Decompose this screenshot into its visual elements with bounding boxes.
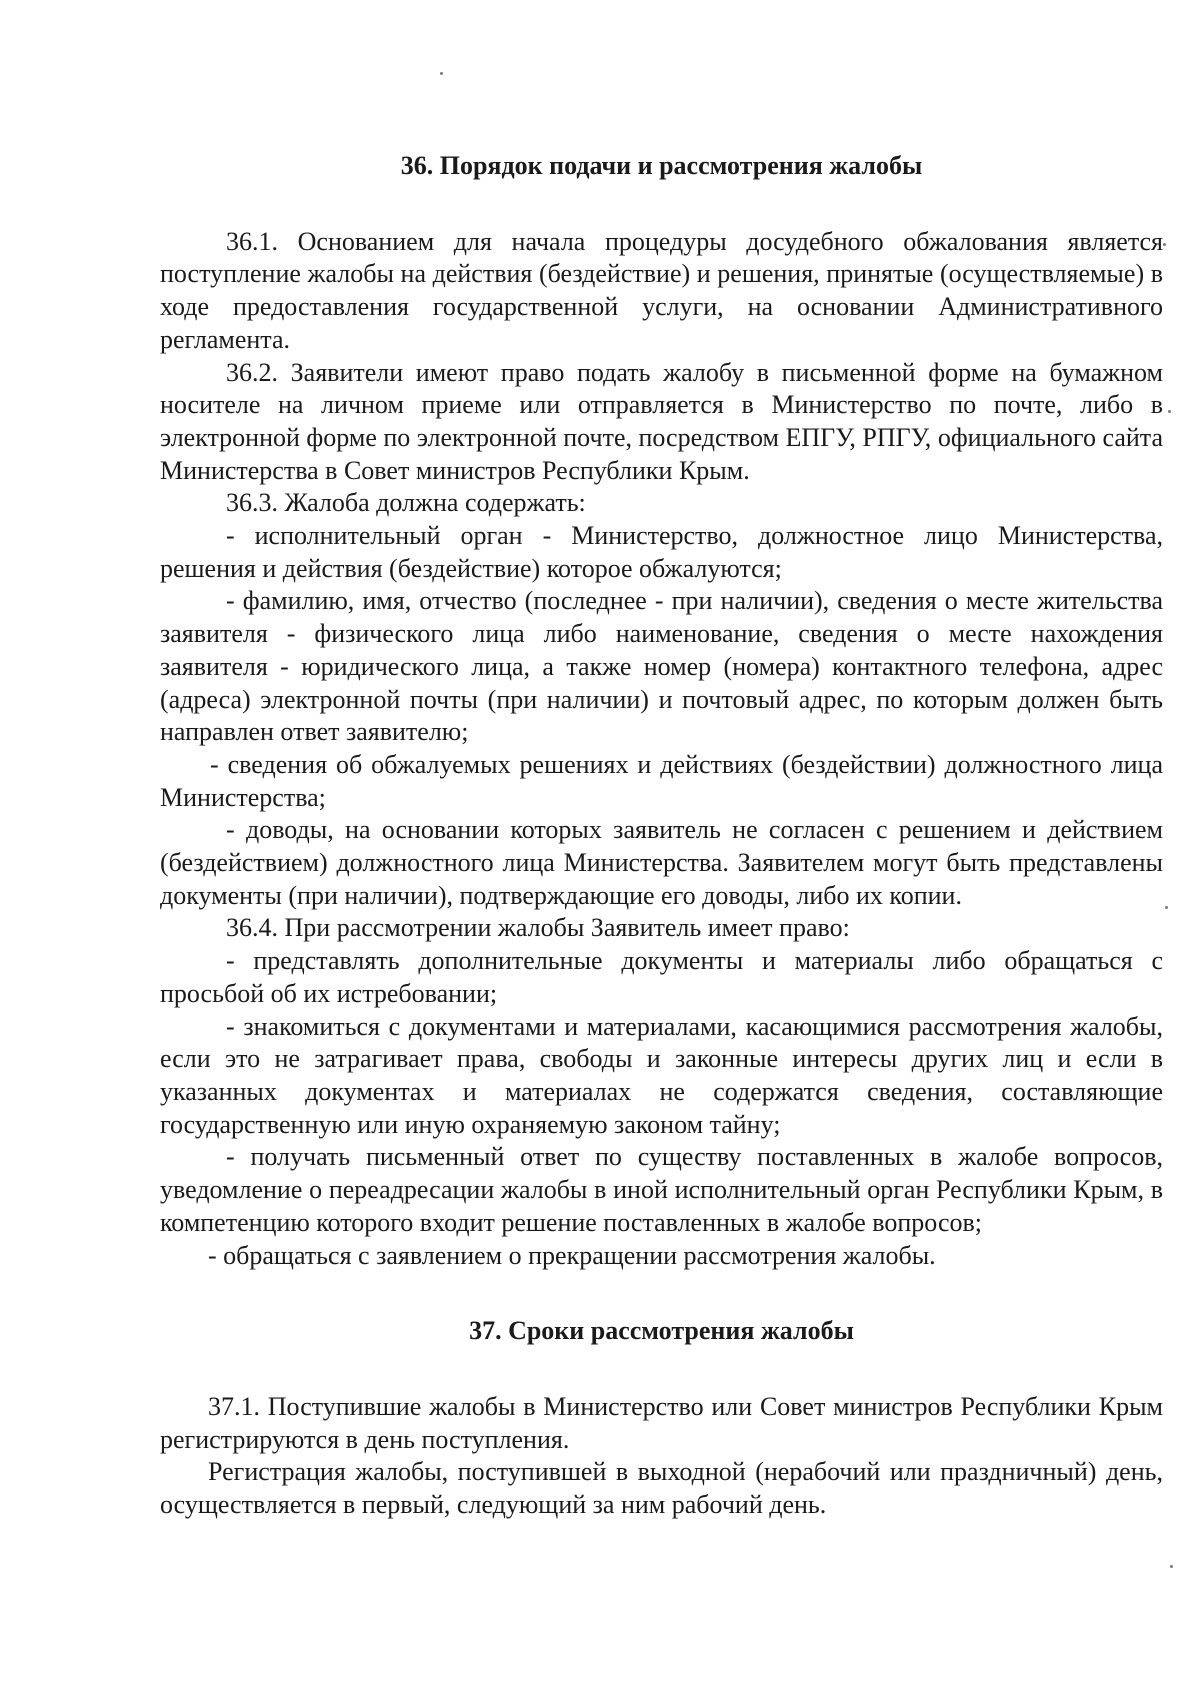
- section-36-heading: 36. Порядок подачи и рассмотрения жалобы: [400, 151, 923, 180]
- list-item-executive-body: - исполнительный орган - Министерство, должностное лицо Министерства, решения и действия (бездействие) которое обжалуются;: [160, 521, 1163, 583]
- scan-speck: [1170, 1565, 1173, 1568]
- scan-speck: [1165, 906, 1168, 909]
- scan-speck: [440, 72, 443, 75]
- list-item-appealed-decisions: - сведения об обжалуемых решениях и действиях (бездействии) должностного лица Министерства;: [160, 749, 1163, 812]
- paragraph-36-3: 36.3. Жалоба должна содержать:: [226, 488, 586, 518]
- paragraph-registration: Регистрация жалобы, поступившей в выходной (нерабочий или праздничный) день, осуществляется в первый, следующий за ним рабочий день.: [160, 1457, 1163, 1520]
- paragraph-36-4: 36.4. При рассмотрении жалобы Заявитель имеет право:: [226, 913, 850, 943]
- list-item-arguments: - доводы, на основании которых заявитель не согласен с решением и действием (бездействием) должностного лица Министерства. Заявителем могут быть представлены документы (при наличии), подтверждающие его доводы, либо их копии.: [160, 815, 1163, 910]
- paragraph-36-2: 36.2. Заявители имеют право подать жалобу в письменной форме на бумажном носителе на личном приеме или отправляется в Министерство по почте, либо в электронной форме по электронной почте, посредством ЕПГУ, РПГУ, официального сайта Министерства в Совет министров Республики Крым.: [160, 357, 1163, 485]
- list-item-submit-documents: - представлять дополнительные документы и материалы либо обращаться с просьбой об их истребовании;: [160, 946, 1163, 1008]
- list-item-written-response: - получать письменный ответ по существу поставленных в жалобе вопросов, уведомление о переадресации жалобы в иной исполнительный орган Республики Крым, в компетенцию которого входит решение поставленных в жалобе вопросов;: [160, 1142, 1163, 1237]
- paragraph-37-1: 37.1. Поступившие жалобы в Министерство или Совет министров Республики Крым регистрируются в день поступления.: [160, 1391, 1163, 1454]
- document-page: [160, 150, 1163, 1522]
- scan-speck: [1163, 243, 1166, 246]
- section-37-heading: 37. Сроки рассмотрения жалобы: [469, 1316, 854, 1346]
- list-item-applicant-details: - фамилию, имя, отчество (последнее - при наличии), сведения о месте жительства заявителя - физического лица либо наименование, сведения о месте нахождения заявителя - юридического лица, а также номер (номера) контактного телефона, адрес (адреса) электронной почты (при наличии) и почтовый адрес, по которым должен быть направлен ответ заявителю;: [160, 586, 1163, 747]
- paragraph-36-1: 36.1. Основанием для начала процедуры досудебного обжалования является поступление жалобы на действия (бездействие) и решения, принятые (осуществляемые) в ходе предоставления государственной услуги, на основании Административного регламента.: [160, 226, 1163, 354]
- list-item-review-materials: - знакомиться с документами и материалами, касающимися рассмотрения жалобы, если это не затрагивает права, свободы и законные интересы других лиц и если в указанных документах и материалах не содержатся сведения, составляющие государственную или иную охраняемую законом тайну;: [160, 1011, 1163, 1139]
- scan-speck: [1168, 410, 1171, 413]
- list-item-terminate-review: - обращаться с заявлением о прекращении рассмотрения жалобы.: [208, 1240, 936, 1270]
